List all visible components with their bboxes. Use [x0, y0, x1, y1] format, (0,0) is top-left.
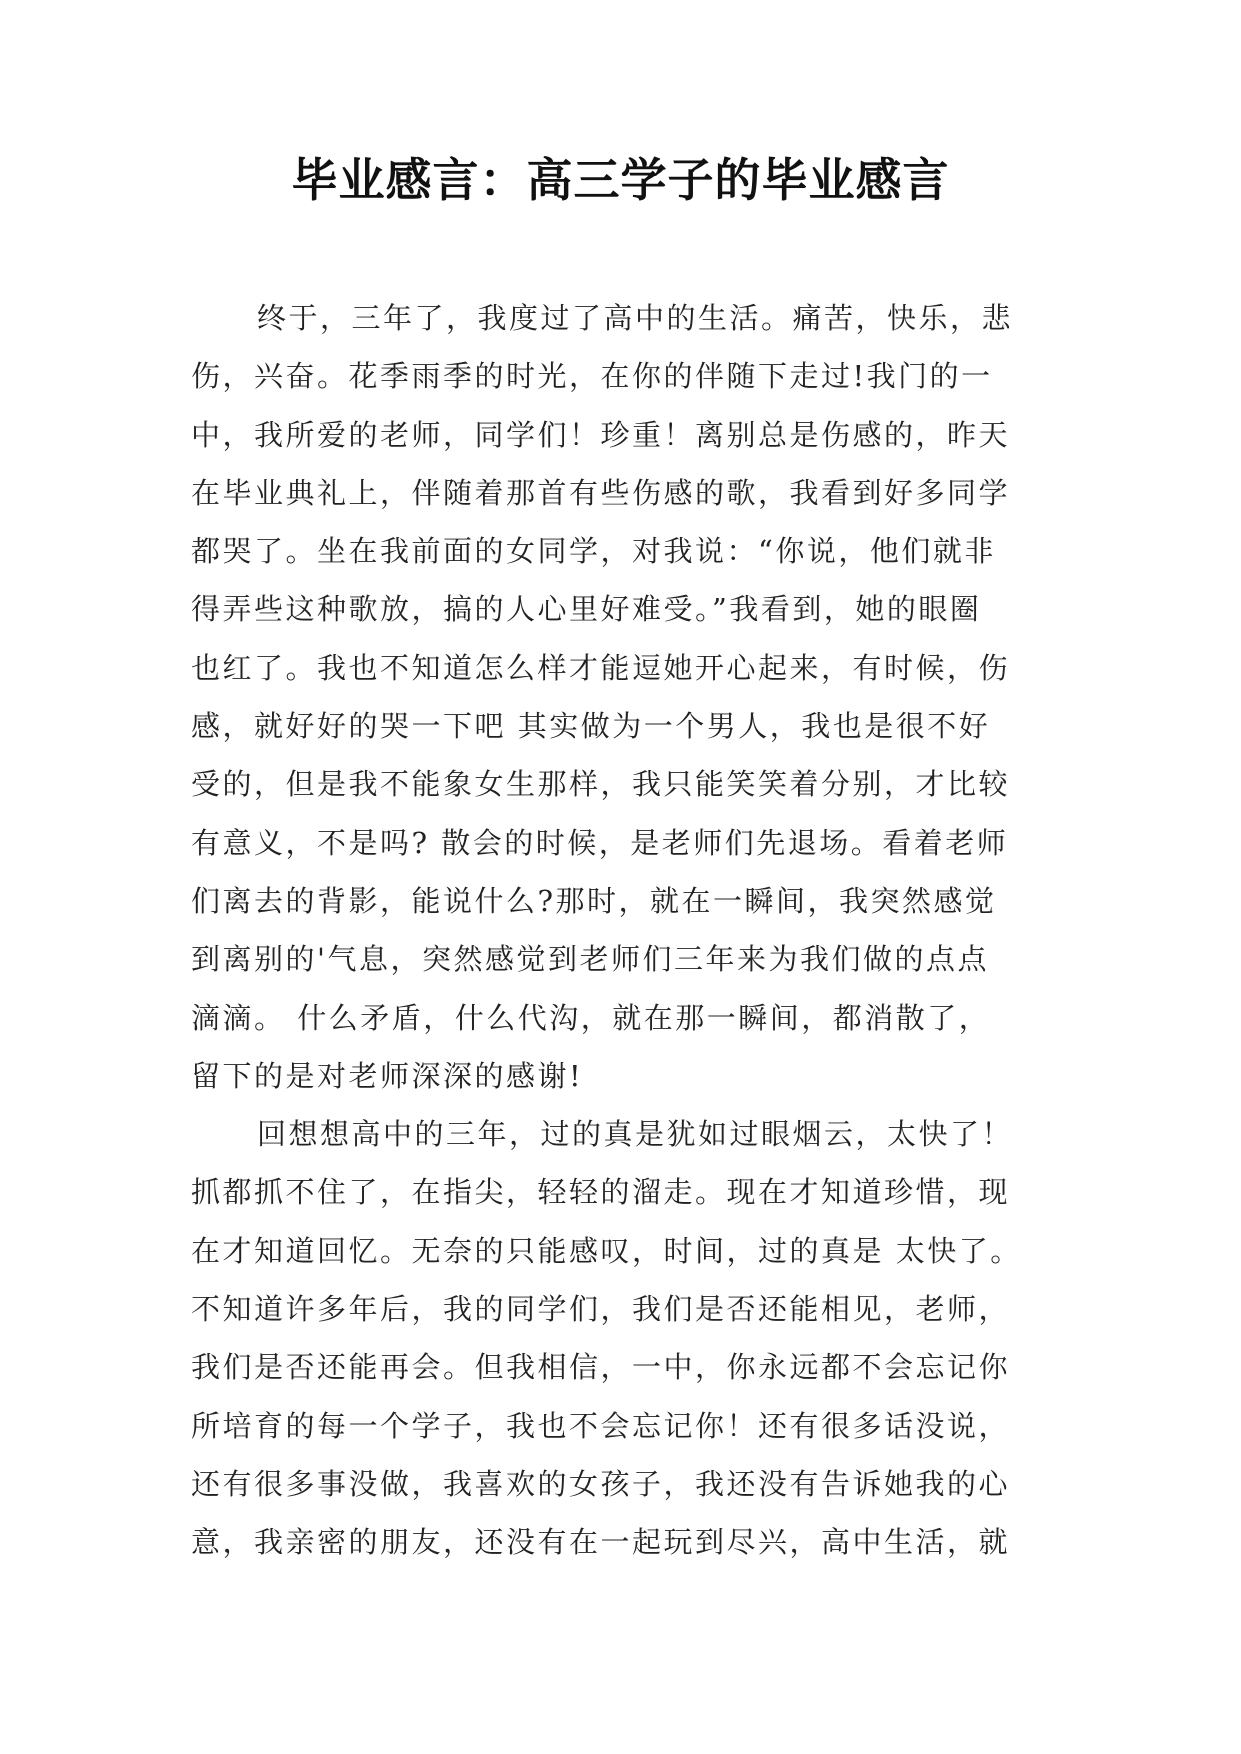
text-line: 伤，兴奋。花季雨季的时光，在你的伴随下走过!我门的一: [191, 359, 993, 394]
text-line: 到离别的'气息，突然感觉到老师们三年来为我们做的点点: [191, 942, 989, 977]
text-line: 们离去的背影，能说什么?那时，就在一瞬间，我突然感觉: [191, 883, 997, 918]
text-line: 滴滴。 什么矛盾，什么代沟，就在那一瞬间，都消散了，: [191, 1000, 991, 1035]
text-line: 感，就好好的哭一下吧 其实做为一个男人，我也是很不好: [191, 709, 991, 744]
text-line: 终于，三年了，我度过了高中的生活。痛苦，快乐，悲: [257, 301, 1014, 335]
text-line: 我们是否还能再会。但我相信，一中，你永远都不会忘记你: [191, 1350, 1011, 1385]
document-body: [191, 289, 1061, 1572]
text-line: 中，我所爱的老师，同学们！珍重！离别总是伤感的，昨天: [191, 417, 1011, 452]
text-line: 在才知道回忆。无奈的只能感叹，时间，过的真是 太快了。: [191, 1233, 1022, 1268]
text-line: 受的，但是我不能象女生那样，我只能笑笑着分别，才比较: [191, 767, 1011, 802]
text-line: 还有很多事没做，我喜欢的女孩子，我还没有告诉她我的心: [191, 1466, 1011, 1501]
text-line: 抓都抓不住了，在指尖，轻轻的溜走。现在才知道珍惜，现: [191, 1175, 1011, 1210]
text-line: 有意义，不是吗? 散会的时候，是老师们先退场。看着老师: [191, 825, 1009, 860]
text-line: 得弄些这种歌放，搞的人心里好难受。”我看到，她的眼圈: [191, 592, 982, 627]
text-line: 也红了。我也不知道怎么样才能逗她开心起来，有时候，伤: [191, 650, 1011, 685]
document-title: 毕业感言：高三学子的毕业感言: [291, 153, 950, 207]
text-line: 都哭了。坐在我前面的女同学，对我说：“你说，他们就非: [191, 534, 996, 569]
text-line: 不知道许多年后，我的同学们，我们是否还能相见，老师，: [191, 1292, 1011, 1327]
text-line: 留下的是对老师深深的感谢!: [191, 1058, 584, 1093]
text-line: 回想想高中的三年，过的真是犹如过眼烟云，太快了！: [257, 1117, 1014, 1152]
text-line: 意，我亲密的朋友，还没有在一起玩到尽兴，高中生活，就: [191, 1525, 1011, 1560]
text-line: 在毕业典礼上，伴随着那首有些伤感的歌，我看到好多同学: [191, 475, 1011, 510]
text-line: 所培育的每一个学子，我也不会忘记你！还有很多话没说，: [191, 1408, 1011, 1443]
